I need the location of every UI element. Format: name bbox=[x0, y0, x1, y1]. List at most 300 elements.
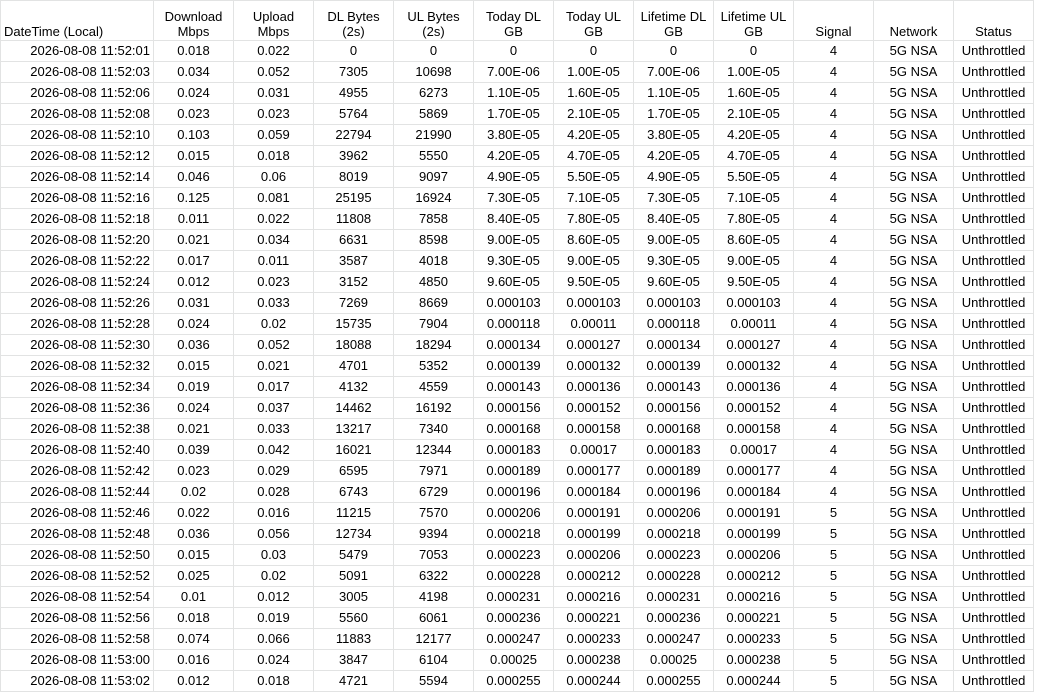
cell-status[interactable]: Unthrottled bbox=[954, 419, 1034, 440]
cell-dl-bytes[interactable]: 3962 bbox=[314, 146, 394, 167]
cell-download-mbps[interactable]: 0.023 bbox=[154, 461, 234, 482]
cell-lifetime-dl-gb[interactable]: 4.90E-05 bbox=[634, 167, 714, 188]
cell-upload-mbps[interactable]: 0.06 bbox=[234, 167, 314, 188]
cell-status[interactable]: Unthrottled bbox=[954, 671, 1034, 692]
cell-upload-mbps[interactable]: 0.031 bbox=[234, 83, 314, 104]
cell-network[interactable]: 5G NSA bbox=[874, 566, 954, 587]
cell-download-mbps[interactable]: 0.018 bbox=[154, 608, 234, 629]
cell-status[interactable]: Unthrottled bbox=[954, 566, 1034, 587]
cell-lifetime-ul-gb[interactable]: 0.00011 bbox=[714, 314, 794, 335]
cell-download-mbps[interactable]: 0.022 bbox=[154, 503, 234, 524]
cell-network[interactable]: 5G NSA bbox=[874, 167, 954, 188]
cell-lifetime-dl-gb[interactable]: 1.10E-05 bbox=[634, 83, 714, 104]
cell-network[interactable]: 5G NSA bbox=[874, 62, 954, 83]
cell-upload-mbps[interactable]: 0.017 bbox=[234, 377, 314, 398]
cell-datetime[interactable]: 2026-08-08 11:52:03 bbox=[1, 62, 154, 83]
cell-signal[interactable]: 4 bbox=[794, 272, 874, 293]
cell-datetime[interactable]: 2026-08-08 11:52:20 bbox=[1, 230, 154, 251]
cell-lifetime-dl-gb[interactable]: 1.70E-05 bbox=[634, 104, 714, 125]
cell-today-ul-gb[interactable]: 0.000199 bbox=[554, 524, 634, 545]
cell-ul-bytes[interactable]: 9394 bbox=[394, 524, 474, 545]
cell-today-dl-gb[interactable]: 3.80E-05 bbox=[474, 125, 554, 146]
cell-status[interactable]: Unthrottled bbox=[954, 104, 1034, 125]
cell-upload-mbps[interactable]: 0.034 bbox=[234, 230, 314, 251]
cell-lifetime-dl-gb[interactable]: 0.000118 bbox=[634, 314, 714, 335]
cell-signal[interactable]: 4 bbox=[794, 125, 874, 146]
cell-datetime[interactable]: 2026-08-08 11:52:52 bbox=[1, 566, 154, 587]
cell-network[interactable]: 5G NSA bbox=[874, 83, 954, 104]
cell-ul-bytes[interactable]: 4559 bbox=[394, 377, 474, 398]
cell-lifetime-ul-gb[interactable]: 0.000244 bbox=[714, 671, 794, 692]
cell-upload-mbps[interactable]: 0.03 bbox=[234, 545, 314, 566]
cell-today-dl-gb[interactable]: 9.60E-05 bbox=[474, 272, 554, 293]
cell-network[interactable]: 5G NSA bbox=[874, 251, 954, 272]
cell-dl-bytes[interactable]: 18088 bbox=[314, 335, 394, 356]
cell-dl-bytes[interactable]: 4721 bbox=[314, 671, 394, 692]
cell-status[interactable]: Unthrottled bbox=[954, 482, 1034, 503]
cell-lifetime-dl-gb[interactable]: 0.000206 bbox=[634, 503, 714, 524]
cell-download-mbps[interactable]: 0.012 bbox=[154, 272, 234, 293]
cell-ul-bytes[interactable]: 12177 bbox=[394, 629, 474, 650]
cell-signal[interactable]: 5 bbox=[794, 671, 874, 692]
cell-lifetime-ul-gb[interactable]: 0.000136 bbox=[714, 377, 794, 398]
cell-status[interactable]: Unthrottled bbox=[954, 62, 1034, 83]
header-cell-signal[interactable]: Signal bbox=[794, 1, 874, 41]
cell-dl-bytes[interactable]: 12734 bbox=[314, 524, 394, 545]
cell-download-mbps[interactable]: 0.021 bbox=[154, 230, 234, 251]
cell-lifetime-ul-gb[interactable]: 0.000103 bbox=[714, 293, 794, 314]
cell-download-mbps[interactable]: 0.024 bbox=[154, 83, 234, 104]
cell-network[interactable]: 5G NSA bbox=[874, 545, 954, 566]
cell-network[interactable]: 5G NSA bbox=[874, 398, 954, 419]
cell-download-mbps[interactable]: 0.021 bbox=[154, 419, 234, 440]
cell-today-ul-gb[interactable]: 0.000136 bbox=[554, 377, 634, 398]
cell-upload-mbps[interactable]: 0.029 bbox=[234, 461, 314, 482]
cell-ul-bytes[interactable]: 5594 bbox=[394, 671, 474, 692]
cell-upload-mbps[interactable]: 0.016 bbox=[234, 503, 314, 524]
cell-datetime[interactable]: 2026-08-08 11:52:46 bbox=[1, 503, 154, 524]
cell-ul-bytes[interactable]: 21990 bbox=[394, 125, 474, 146]
cell-status[interactable]: Unthrottled bbox=[954, 167, 1034, 188]
cell-upload-mbps[interactable]: 0.052 bbox=[234, 62, 314, 83]
cell-today-dl-gb[interactable]: 0.000218 bbox=[474, 524, 554, 545]
cell-network[interactable]: 5G NSA bbox=[874, 188, 954, 209]
cell-status[interactable]: Unthrottled bbox=[954, 272, 1034, 293]
cell-signal[interactable]: 4 bbox=[794, 62, 874, 83]
cell-upload-mbps[interactable]: 0.019 bbox=[234, 608, 314, 629]
cell-today-dl-gb[interactable]: 0.000231 bbox=[474, 587, 554, 608]
cell-network[interactable]: 5G NSA bbox=[874, 440, 954, 461]
cell-today-ul-gb[interactable]: 0.000177 bbox=[554, 461, 634, 482]
cell-signal[interactable]: 5 bbox=[794, 587, 874, 608]
cell-signal[interactable]: 5 bbox=[794, 608, 874, 629]
cell-today-ul-gb[interactable]: 1.60E-05 bbox=[554, 83, 634, 104]
cell-today-ul-gb[interactable]: 0.000132 bbox=[554, 356, 634, 377]
cell-signal[interactable]: 4 bbox=[794, 440, 874, 461]
cell-datetime[interactable]: 2026-08-08 11:52:12 bbox=[1, 146, 154, 167]
cell-upload-mbps[interactable]: 0.021 bbox=[234, 356, 314, 377]
cell-lifetime-dl-gb[interactable]: 0.000236 bbox=[634, 608, 714, 629]
cell-network[interactable]: 5G NSA bbox=[874, 419, 954, 440]
cell-datetime[interactable]: 2026-08-08 11:52:22 bbox=[1, 251, 154, 272]
cell-upload-mbps[interactable]: 0.052 bbox=[234, 335, 314, 356]
cell-dl-bytes[interactable]: 3587 bbox=[314, 251, 394, 272]
cell-lifetime-dl-gb[interactable]: 0.000223 bbox=[634, 545, 714, 566]
header-cell-ul-bytes[interactable]: UL Bytes (2s) bbox=[394, 1, 474, 41]
cell-lifetime-ul-gb[interactable]: 0.000221 bbox=[714, 608, 794, 629]
cell-datetime[interactable]: 2026-08-08 11:52:08 bbox=[1, 104, 154, 125]
cell-lifetime-dl-gb[interactable]: 9.00E-05 bbox=[634, 230, 714, 251]
cell-status[interactable]: Unthrottled bbox=[954, 125, 1034, 146]
cell-lifetime-ul-gb[interactable]: 0.000212 bbox=[714, 566, 794, 587]
cell-download-mbps[interactable]: 0.024 bbox=[154, 314, 234, 335]
cell-today-dl-gb[interactable]: 0.000255 bbox=[474, 671, 554, 692]
cell-lifetime-ul-gb[interactable]: 9.00E-05 bbox=[714, 251, 794, 272]
cell-today-dl-gb[interactable]: 0.000139 bbox=[474, 356, 554, 377]
cell-today-dl-gb[interactable]: 0.000143 bbox=[474, 377, 554, 398]
header-cell-today-dl-gb[interactable]: Today DL GB bbox=[474, 1, 554, 41]
cell-today-ul-gb[interactable]: 4.70E-05 bbox=[554, 146, 634, 167]
cell-lifetime-ul-gb[interactable]: 1.60E-05 bbox=[714, 83, 794, 104]
cell-today-dl-gb[interactable]: 0 bbox=[474, 41, 554, 62]
cell-today-dl-gb[interactable]: 0.000223 bbox=[474, 545, 554, 566]
cell-datetime[interactable]: 2026-08-08 11:52:38 bbox=[1, 419, 154, 440]
cell-download-mbps[interactable]: 0.036 bbox=[154, 524, 234, 545]
cell-signal[interactable]: 4 bbox=[794, 293, 874, 314]
cell-lifetime-dl-gb[interactable]: 9.30E-05 bbox=[634, 251, 714, 272]
cell-datetime[interactable]: 2026-08-08 11:52:58 bbox=[1, 629, 154, 650]
cell-lifetime-dl-gb[interactable]: 0.000103 bbox=[634, 293, 714, 314]
cell-lifetime-ul-gb[interactable]: 5.50E-05 bbox=[714, 167, 794, 188]
cell-lifetime-ul-gb[interactable]: 0.000238 bbox=[714, 650, 794, 671]
cell-today-dl-gb[interactable]: 8.40E-05 bbox=[474, 209, 554, 230]
cell-lifetime-dl-gb[interactable]: 3.80E-05 bbox=[634, 125, 714, 146]
cell-signal[interactable]: 4 bbox=[794, 419, 874, 440]
cell-signal[interactable]: 5 bbox=[794, 650, 874, 671]
cell-today-ul-gb[interactable]: 0.00011 bbox=[554, 314, 634, 335]
cell-signal[interactable]: 4 bbox=[794, 230, 874, 251]
cell-status[interactable]: Unthrottled bbox=[954, 377, 1034, 398]
cell-ul-bytes[interactable]: 9097 bbox=[394, 167, 474, 188]
cell-ul-bytes[interactable]: 6322 bbox=[394, 566, 474, 587]
cell-network[interactable]: 5G NSA bbox=[874, 230, 954, 251]
cell-today-dl-gb[interactable]: 0.000183 bbox=[474, 440, 554, 461]
cell-status[interactable]: Unthrottled bbox=[954, 209, 1034, 230]
cell-dl-bytes[interactable]: 6743 bbox=[314, 482, 394, 503]
cell-signal[interactable]: 4 bbox=[794, 398, 874, 419]
cell-upload-mbps[interactable]: 0.081 bbox=[234, 188, 314, 209]
cell-network[interactable]: 5G NSA bbox=[874, 524, 954, 545]
cell-dl-bytes[interactable]: 16021 bbox=[314, 440, 394, 461]
cell-network[interactable]: 5G NSA bbox=[874, 356, 954, 377]
cell-network[interactable]: 5G NSA bbox=[874, 503, 954, 524]
cell-network[interactable]: 5G NSA bbox=[874, 377, 954, 398]
cell-today-dl-gb[interactable]: 0.000247 bbox=[474, 629, 554, 650]
cell-network[interactable]: 5G NSA bbox=[874, 671, 954, 692]
cell-signal[interactable]: 4 bbox=[794, 146, 874, 167]
cell-upload-mbps[interactable]: 0.018 bbox=[234, 671, 314, 692]
cell-dl-bytes[interactable]: 4955 bbox=[314, 83, 394, 104]
cell-signal[interactable]: 5 bbox=[794, 524, 874, 545]
cell-download-mbps[interactable]: 0.015 bbox=[154, 356, 234, 377]
cell-lifetime-dl-gb[interactable]: 8.40E-05 bbox=[634, 209, 714, 230]
header-cell-status[interactable]: Status bbox=[954, 1, 1034, 41]
cell-upload-mbps[interactable]: 0.022 bbox=[234, 41, 314, 62]
cell-lifetime-ul-gb[interactable]: 0.000191 bbox=[714, 503, 794, 524]
cell-today-dl-gb[interactable]: 0.000103 bbox=[474, 293, 554, 314]
cell-signal[interactable]: 4 bbox=[794, 251, 874, 272]
cell-signal[interactable]: 4 bbox=[794, 188, 874, 209]
cell-network[interactable]: 5G NSA bbox=[874, 146, 954, 167]
cell-ul-bytes[interactable]: 7858 bbox=[394, 209, 474, 230]
cell-network[interactable]: 5G NSA bbox=[874, 461, 954, 482]
cell-today-dl-gb[interactable]: 4.20E-05 bbox=[474, 146, 554, 167]
cell-status[interactable]: Unthrottled bbox=[954, 629, 1034, 650]
cell-dl-bytes[interactable]: 4132 bbox=[314, 377, 394, 398]
cell-signal[interactable]: 5 bbox=[794, 566, 874, 587]
cell-ul-bytes[interactable]: 10698 bbox=[394, 62, 474, 83]
cell-network[interactable]: 5G NSA bbox=[874, 335, 954, 356]
cell-dl-bytes[interactable]: 8019 bbox=[314, 167, 394, 188]
cell-upload-mbps[interactable]: 0.018 bbox=[234, 146, 314, 167]
cell-download-mbps[interactable]: 0.046 bbox=[154, 167, 234, 188]
cell-status[interactable]: Unthrottled bbox=[954, 587, 1034, 608]
cell-today-ul-gb[interactable]: 0.00017 bbox=[554, 440, 634, 461]
cell-network[interactable]: 5G NSA bbox=[874, 650, 954, 671]
cell-status[interactable]: Unthrottled bbox=[954, 545, 1034, 566]
cell-dl-bytes[interactable]: 13217 bbox=[314, 419, 394, 440]
cell-signal[interactable]: 5 bbox=[794, 629, 874, 650]
cell-dl-bytes[interactable]: 0 bbox=[314, 41, 394, 62]
cell-today-ul-gb[interactable]: 0.000158 bbox=[554, 419, 634, 440]
cell-datetime[interactable]: 2026-08-08 11:53:00 bbox=[1, 650, 154, 671]
cell-datetime[interactable]: 2026-08-08 11:52:06 bbox=[1, 83, 154, 104]
cell-today-ul-gb[interactable]: 0.000212 bbox=[554, 566, 634, 587]
cell-ul-bytes[interactable]: 7904 bbox=[394, 314, 474, 335]
cell-dl-bytes[interactable]: 5479 bbox=[314, 545, 394, 566]
cell-upload-mbps[interactable]: 0.02 bbox=[234, 566, 314, 587]
cell-lifetime-dl-gb[interactable]: 0 bbox=[634, 41, 714, 62]
cell-datetime[interactable]: 2026-08-08 11:52:14 bbox=[1, 167, 154, 188]
cell-signal[interactable]: 4 bbox=[794, 482, 874, 503]
cell-download-mbps[interactable]: 0.034 bbox=[154, 62, 234, 83]
cell-download-mbps[interactable]: 0.012 bbox=[154, 671, 234, 692]
cell-lifetime-dl-gb[interactable]: 0.000231 bbox=[634, 587, 714, 608]
header-cell-dl-bytes[interactable]: DL Bytes (2s) bbox=[314, 1, 394, 41]
cell-download-mbps[interactable]: 0.025 bbox=[154, 566, 234, 587]
cell-download-mbps[interactable]: 0.016 bbox=[154, 650, 234, 671]
cell-today-dl-gb[interactable]: 0.000134 bbox=[474, 335, 554, 356]
cell-upload-mbps[interactable]: 0.022 bbox=[234, 209, 314, 230]
cell-dl-bytes[interactable]: 7305 bbox=[314, 62, 394, 83]
cell-today-ul-gb[interactable]: 0.000103 bbox=[554, 293, 634, 314]
cell-lifetime-ul-gb[interactable]: 0.000233 bbox=[714, 629, 794, 650]
cell-download-mbps[interactable]: 0.015 bbox=[154, 545, 234, 566]
cell-today-ul-gb[interactable]: 9.50E-05 bbox=[554, 272, 634, 293]
cell-signal[interactable]: 5 bbox=[794, 503, 874, 524]
cell-download-mbps[interactable]: 0.023 bbox=[154, 104, 234, 125]
cell-signal[interactable]: 4 bbox=[794, 209, 874, 230]
cell-ul-bytes[interactable]: 16924 bbox=[394, 188, 474, 209]
cell-today-dl-gb[interactable]: 4.90E-05 bbox=[474, 167, 554, 188]
cell-today-ul-gb[interactable]: 4.20E-05 bbox=[554, 125, 634, 146]
cell-signal[interactable]: 4 bbox=[794, 377, 874, 398]
cell-today-ul-gb[interactable]: 0.000206 bbox=[554, 545, 634, 566]
cell-today-ul-gb[interactable]: 9.00E-05 bbox=[554, 251, 634, 272]
cell-upload-mbps[interactable]: 0.023 bbox=[234, 272, 314, 293]
cell-status[interactable]: Unthrottled bbox=[954, 146, 1034, 167]
cell-lifetime-ul-gb[interactable]: 0.000184 bbox=[714, 482, 794, 503]
cell-lifetime-dl-gb[interactable]: 0.000218 bbox=[634, 524, 714, 545]
cell-lifetime-dl-gb[interactable]: 0.000134 bbox=[634, 335, 714, 356]
cell-lifetime-ul-gb[interactable]: 9.50E-05 bbox=[714, 272, 794, 293]
cell-upload-mbps[interactable]: 0.02 bbox=[234, 314, 314, 335]
cell-upload-mbps[interactable]: 0.056 bbox=[234, 524, 314, 545]
cell-today-ul-gb[interactable]: 0.000244 bbox=[554, 671, 634, 692]
cell-ul-bytes[interactable]: 7053 bbox=[394, 545, 474, 566]
cell-lifetime-dl-gb[interactable]: 0.000183 bbox=[634, 440, 714, 461]
cell-ul-bytes[interactable]: 7570 bbox=[394, 503, 474, 524]
cell-dl-bytes[interactable]: 11883 bbox=[314, 629, 394, 650]
cell-today-dl-gb[interactable]: 0.00025 bbox=[474, 650, 554, 671]
cell-dl-bytes[interactable]: 3005 bbox=[314, 587, 394, 608]
cell-download-mbps[interactable]: 0.02 bbox=[154, 482, 234, 503]
cell-lifetime-ul-gb[interactable]: 4.70E-05 bbox=[714, 146, 794, 167]
cell-ul-bytes[interactable]: 8669 bbox=[394, 293, 474, 314]
cell-ul-bytes[interactable]: 6061 bbox=[394, 608, 474, 629]
cell-status[interactable]: Unthrottled bbox=[954, 314, 1034, 335]
cell-dl-bytes[interactable]: 22794 bbox=[314, 125, 394, 146]
cell-lifetime-dl-gb[interactable]: 0.000255 bbox=[634, 671, 714, 692]
cell-datetime[interactable]: 2026-08-08 11:52:50 bbox=[1, 545, 154, 566]
cell-datetime[interactable]: 2026-08-08 11:52:24 bbox=[1, 272, 154, 293]
cell-today-ul-gb[interactable]: 0.000238 bbox=[554, 650, 634, 671]
cell-datetime[interactable]: 2026-08-08 11:52:28 bbox=[1, 314, 154, 335]
cell-lifetime-dl-gb[interactable]: 0.000143 bbox=[634, 377, 714, 398]
cell-datetime[interactable]: 2026-08-08 11:52:16 bbox=[1, 188, 154, 209]
cell-download-mbps[interactable]: 0.011 bbox=[154, 209, 234, 230]
cell-lifetime-dl-gb[interactable]: 0.000228 bbox=[634, 566, 714, 587]
cell-lifetime-dl-gb[interactable]: 9.60E-05 bbox=[634, 272, 714, 293]
cell-network[interactable]: 5G NSA bbox=[874, 125, 954, 146]
cell-datetime[interactable]: 2026-08-08 11:52:56 bbox=[1, 608, 154, 629]
cell-datetime[interactable]: 2026-08-08 11:52:54 bbox=[1, 587, 154, 608]
cell-lifetime-dl-gb[interactable]: 0.000196 bbox=[634, 482, 714, 503]
cell-status[interactable]: Unthrottled bbox=[954, 41, 1034, 62]
cell-today-ul-gb[interactable]: 8.60E-05 bbox=[554, 230, 634, 251]
cell-signal[interactable]: 4 bbox=[794, 461, 874, 482]
cell-dl-bytes[interactable]: 25195 bbox=[314, 188, 394, 209]
header-cell-network[interactable]: Network bbox=[874, 1, 954, 41]
cell-signal[interactable]: 4 bbox=[794, 104, 874, 125]
cell-upload-mbps[interactable]: 0.033 bbox=[234, 419, 314, 440]
cell-upload-mbps[interactable]: 0.024 bbox=[234, 650, 314, 671]
cell-upload-mbps[interactable]: 0.011 bbox=[234, 251, 314, 272]
cell-datetime[interactable]: 2026-08-08 11:52:10 bbox=[1, 125, 154, 146]
cell-network[interactable]: 5G NSA bbox=[874, 104, 954, 125]
cell-download-mbps[interactable]: 0.031 bbox=[154, 293, 234, 314]
cell-datetime[interactable]: 2026-08-08 11:52:34 bbox=[1, 377, 154, 398]
cell-upload-mbps[interactable]: 0.033 bbox=[234, 293, 314, 314]
cell-datetime[interactable]: 2026-08-08 11:52:32 bbox=[1, 356, 154, 377]
cell-dl-bytes[interactable]: 11215 bbox=[314, 503, 394, 524]
cell-today-ul-gb[interactable]: 0.000152 bbox=[554, 398, 634, 419]
cell-status[interactable]: Unthrottled bbox=[954, 608, 1034, 629]
cell-ul-bytes[interactable]: 4198 bbox=[394, 587, 474, 608]
cell-datetime[interactable]: 2026-08-08 11:52:44 bbox=[1, 482, 154, 503]
cell-lifetime-ul-gb[interactable]: 0.000216 bbox=[714, 587, 794, 608]
cell-today-ul-gb[interactable]: 5.50E-05 bbox=[554, 167, 634, 188]
cell-ul-bytes[interactable]: 4850 bbox=[394, 272, 474, 293]
cell-lifetime-dl-gb[interactable]: 7.00E-06 bbox=[634, 62, 714, 83]
cell-lifetime-dl-gb[interactable]: 0.000189 bbox=[634, 461, 714, 482]
cell-lifetime-ul-gb[interactable]: 0.000199 bbox=[714, 524, 794, 545]
cell-today-dl-gb[interactable]: 0.000206 bbox=[474, 503, 554, 524]
cell-lifetime-dl-gb[interactable]: 0.00025 bbox=[634, 650, 714, 671]
cell-lifetime-ul-gb[interactable]: 4.20E-05 bbox=[714, 125, 794, 146]
cell-today-ul-gb[interactable]: 2.10E-05 bbox=[554, 104, 634, 125]
header-cell-datetime[interactable]: DateTime (Local) bbox=[1, 1, 154, 41]
cell-lifetime-ul-gb[interactable]: 7.80E-05 bbox=[714, 209, 794, 230]
cell-download-mbps[interactable]: 0.018 bbox=[154, 41, 234, 62]
cell-lifetime-ul-gb[interactable]: 1.00E-05 bbox=[714, 62, 794, 83]
cell-lifetime-ul-gb[interactable]: 0.000158 bbox=[714, 419, 794, 440]
cell-status[interactable]: Unthrottled bbox=[954, 251, 1034, 272]
cell-today-dl-gb[interactable]: 7.30E-05 bbox=[474, 188, 554, 209]
cell-download-mbps[interactable]: 0.015 bbox=[154, 146, 234, 167]
cell-signal[interactable]: 4 bbox=[794, 335, 874, 356]
cell-lifetime-ul-gb[interactable]: 7.10E-05 bbox=[714, 188, 794, 209]
cell-dl-bytes[interactable]: 6631 bbox=[314, 230, 394, 251]
cell-upload-mbps[interactable]: 0.037 bbox=[234, 398, 314, 419]
cell-datetime[interactable]: 2026-08-08 11:52:48 bbox=[1, 524, 154, 545]
cell-signal[interactable]: 4 bbox=[794, 167, 874, 188]
cell-ul-bytes[interactable]: 5352 bbox=[394, 356, 474, 377]
cell-today-dl-gb[interactable]: 1.70E-05 bbox=[474, 104, 554, 125]
cell-today-ul-gb[interactable]: 0.000184 bbox=[554, 482, 634, 503]
cell-today-dl-gb[interactable]: 0.000189 bbox=[474, 461, 554, 482]
cell-datetime[interactable]: 2026-08-08 11:52:01 bbox=[1, 41, 154, 62]
cell-upload-mbps[interactable]: 0.012 bbox=[234, 587, 314, 608]
cell-network[interactable]: 5G NSA bbox=[874, 293, 954, 314]
cell-download-mbps[interactable]: 0.036 bbox=[154, 335, 234, 356]
cell-upload-mbps[interactable]: 0.066 bbox=[234, 629, 314, 650]
cell-upload-mbps[interactable]: 0.059 bbox=[234, 125, 314, 146]
cell-today-ul-gb[interactable]: 7.80E-05 bbox=[554, 209, 634, 230]
cell-lifetime-ul-gb[interactable]: 8.60E-05 bbox=[714, 230, 794, 251]
cell-lifetime-dl-gb[interactable]: 7.30E-05 bbox=[634, 188, 714, 209]
cell-upload-mbps[interactable]: 0.023 bbox=[234, 104, 314, 125]
cell-lifetime-ul-gb[interactable]: 0.000132 bbox=[714, 356, 794, 377]
cell-status[interactable]: Unthrottled bbox=[954, 650, 1034, 671]
cell-ul-bytes[interactable]: 6104 bbox=[394, 650, 474, 671]
cell-signal[interactable]: 4 bbox=[794, 356, 874, 377]
cell-dl-bytes[interactable]: 5091 bbox=[314, 566, 394, 587]
cell-download-mbps[interactable]: 0.01 bbox=[154, 587, 234, 608]
cell-today-dl-gb[interactable]: 1.10E-05 bbox=[474, 83, 554, 104]
cell-ul-bytes[interactable]: 4018 bbox=[394, 251, 474, 272]
cell-dl-bytes[interactable]: 15735 bbox=[314, 314, 394, 335]
cell-ul-bytes[interactable]: 7340 bbox=[394, 419, 474, 440]
cell-download-mbps[interactable]: 0.074 bbox=[154, 629, 234, 650]
cell-download-mbps[interactable]: 0.017 bbox=[154, 251, 234, 272]
cell-upload-mbps[interactable]: 0.042 bbox=[234, 440, 314, 461]
header-cell-download-mbps[interactable]: Download Mbps bbox=[154, 1, 234, 41]
cell-today-ul-gb[interactable]: 0.000233 bbox=[554, 629, 634, 650]
cell-lifetime-dl-gb[interactable]: 0.000139 bbox=[634, 356, 714, 377]
cell-today-ul-gb[interactable]: 1.00E-05 bbox=[554, 62, 634, 83]
cell-signal[interactable]: 4 bbox=[794, 83, 874, 104]
